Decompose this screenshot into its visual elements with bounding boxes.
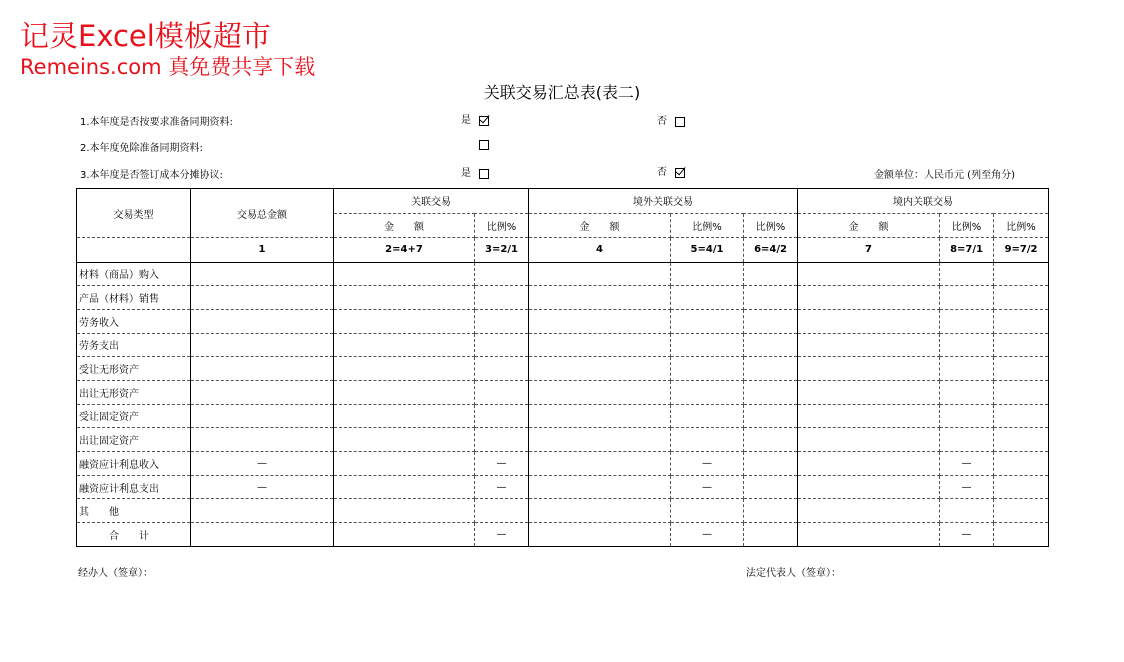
value-cell[interactable] [334,309,475,333]
value-cell[interactable] [334,475,475,499]
value-cell[interactable] [994,262,1049,286]
value-cell[interactable] [994,357,1049,381]
index-cell: 7 [798,238,940,263]
dash-cell: — [671,523,744,547]
row-label: 受让固定资产 [77,404,191,428]
value-cell[interactable] [994,523,1049,547]
value-cell[interactable] [475,428,529,452]
question-1-yes-checkbox[interactable] [479,116,489,126]
table-row [77,333,1049,357]
header-transaction-type: 交易类型 [77,189,191,238]
value-cell[interactable] [671,357,744,381]
header-amount: 金 额 [798,213,940,238]
dash-cell: — [475,452,529,476]
handler-signature: 经办人（签章）： [78,568,153,579]
question-3-yes-label: 是 [461,168,471,179]
question-3-no-label: 否 [657,167,667,178]
value-cell[interactable] [940,286,994,310]
table-row [77,309,1049,333]
header-ratio: 比例% [475,213,529,238]
value-cell[interactable] [475,357,529,381]
table-row [77,499,1049,523]
value-cell[interactable] [940,309,994,333]
table-row [77,380,1049,404]
table-row [77,404,1049,428]
header-amount: 金 额 [529,213,671,238]
question-1-label: 1.本年度是否按要求准备同期资料: [80,117,233,128]
value-cell[interactable] [334,404,475,428]
index-cell: 6=4/2 [744,238,798,263]
value-cell[interactable] [334,523,475,547]
header-ratio: 比例% [940,213,994,238]
header-foreign-related: 境外关联交易 [529,189,798,214]
question-3-no-checkbox[interactable] [675,168,685,178]
index-cell: 8=7/1 [940,238,994,263]
value-cell[interactable] [191,428,334,452]
value-cell[interactable] [529,475,671,499]
question-3-yes-checkbox[interactable] [479,169,489,179]
value-cell[interactable] [671,428,744,452]
value-cell[interactable] [334,357,475,381]
index-cell: 4 [529,238,671,263]
dash-cell: — [475,523,529,547]
value-cell[interactable] [529,309,671,333]
value-cell[interactable] [334,499,475,523]
question-1-no-checkbox[interactable] [675,117,685,127]
table-row [77,286,1049,310]
value-cell[interactable] [744,523,798,547]
value-cell[interactable] [671,499,744,523]
index-cell: 3=2/1 [475,238,529,263]
row-label: 劳务收入 [77,309,191,333]
value-cell[interactable] [529,357,671,381]
value-cell[interactable] [994,380,1049,404]
value-cell[interactable] [994,404,1049,428]
legal-rep-signature: 法定代表人（签章）： [746,568,841,579]
watermark-title: 记灵Excel模板超市 [20,19,271,53]
table-row [77,475,1049,499]
value-cell[interactable] [191,309,334,333]
value-cell[interactable] [994,452,1049,476]
header-total-amount: 交易总金额 [191,189,334,238]
value-cell[interactable] [798,523,940,547]
value-cell[interactable] [475,309,529,333]
value-cell[interactable] [334,333,475,357]
header-amount: 金 额 [334,213,475,238]
row-label: 合 计 [77,523,191,547]
value-cell[interactable] [744,357,798,381]
related-transactions-table [76,188,1049,547]
value-cell[interactable] [475,499,529,523]
value-cell[interactable] [475,262,529,286]
dash-cell: — [940,475,994,499]
header-related: 关联交易 [334,189,529,214]
question-1-yes[interactable] [461,114,489,128]
value-cell[interactable] [744,452,798,476]
value-cell[interactable] [529,333,671,357]
value-cell[interactable] [529,499,671,523]
value-cell[interactable] [744,309,798,333]
question-1-no-label: 否 [657,116,667,127]
value-cell[interactable] [940,380,994,404]
value-cell[interactable] [798,380,940,404]
value-cell[interactable] [798,262,940,286]
value-cell[interactable] [744,380,798,404]
value-cell[interactable] [994,286,1049,310]
value-cell[interactable] [744,404,798,428]
value-cell[interactable] [671,404,744,428]
value-cell[interactable] [798,357,940,381]
value-cell[interactable] [671,286,744,310]
value-cell[interactable] [191,499,334,523]
index-cell: 5=4/1 [671,238,744,263]
value-cell[interactable] [940,262,994,286]
value-cell[interactable] [671,333,744,357]
value-cell[interactable] [671,380,744,404]
question-1-no[interactable] [657,115,685,129]
value-cell[interactable] [334,452,475,476]
value-cell[interactable] [798,452,940,476]
question-2-yes[interactable] [479,140,489,150]
value-cell[interactable] [529,404,671,428]
value-cell[interactable] [798,428,940,452]
question-2-checkbox[interactable] [479,140,489,150]
value-cell[interactable] [191,286,334,310]
header-domestic-related: 境内关联交易 [798,189,1049,214]
value-cell[interactable] [191,380,334,404]
question-3-label: 3.本年度是否签订成本分摊协议: [80,170,223,181]
value-cell[interactable] [798,333,940,357]
row-label: 融资应计利息收入 [77,452,191,476]
table-row [77,357,1049,381]
value-cell[interactable] [744,499,798,523]
dash-cell: — [671,475,744,499]
value-cell[interactable] [994,309,1049,333]
value-cell[interactable] [475,333,529,357]
watermark-subtitle: Remeins.com 真免费共享下载 [20,55,316,79]
value-cell[interactable] [994,333,1049,357]
index-cell-empty [77,238,191,263]
value-cell[interactable] [994,499,1049,523]
value-cell[interactable] [940,357,994,381]
value-cell[interactable] [529,428,671,452]
table-body [77,262,1049,546]
value-cell[interactable] [529,452,671,476]
value-cell[interactable] [529,380,671,404]
dash-cell: — [671,452,744,476]
value-cell[interactable] [191,404,334,428]
table-row [77,452,1049,476]
value-cell[interactable] [475,380,529,404]
value-cell[interactable] [191,357,334,381]
value-cell[interactable] [940,499,994,523]
value-cell[interactable] [671,309,744,333]
value-cell[interactable] [191,523,334,547]
value-cell[interactable] [744,333,798,357]
value-cell[interactable] [529,262,671,286]
value-cell[interactable] [940,404,994,428]
row-label: 受让无形资产 [77,357,191,381]
value-cell[interactable] [334,262,475,286]
row-label: 出让固定资产 [77,428,191,452]
index-cell: 1 [191,238,334,263]
value-cell[interactable] [529,523,671,547]
value-cell[interactable] [334,428,475,452]
value-cell[interactable] [191,262,334,286]
value-cell[interactable] [994,428,1049,452]
value-cell[interactable] [529,286,671,310]
question-3-yes[interactable] [461,167,489,181]
value-cell[interactable] [798,286,940,310]
header-ratio: 比例% [994,213,1049,238]
row-label: 劳务支出 [77,333,191,357]
value-cell[interactable] [671,262,744,286]
value-cell[interactable] [744,475,798,499]
value-cell[interactable] [798,309,940,333]
row-label: 融资应计利息支出 [77,475,191,499]
value-cell[interactable] [191,333,334,357]
page-title: 关联交易汇总表(表二) [483,83,641,102]
header-ratio: 比例% [671,213,744,238]
row-label: 材料（商品）购入 [77,262,191,286]
table-row [77,523,1049,547]
row-label: 出让无形资产 [77,380,191,404]
value-cell[interactable] [994,475,1049,499]
row-label: 产品（材料）销售 [77,286,191,310]
value-cell[interactable] [334,286,475,310]
value-cell[interactable] [475,404,529,428]
amount-unit: 金额单位：人民币元 (列至角分) [874,170,1015,181]
value-cell[interactable] [798,404,940,428]
table-row [77,262,1049,286]
value-cell[interactable] [744,262,798,286]
value-cell[interactable] [744,428,798,452]
header-ratio: 比例% [744,213,798,238]
question-2-label: 2.本年度免除准备同期资料: [80,143,203,154]
table-row [77,428,1049,452]
value-cell[interactable] [744,286,798,310]
question-1-yes-label: 是 [461,115,471,126]
dash-cell: — [191,452,334,476]
value-cell[interactable] [475,286,529,310]
row-label: 其 他 [77,499,191,523]
index-cell: 9=7/2 [994,238,1049,263]
index-cell: 2=4+7 [334,238,475,263]
value-cell[interactable] [798,499,940,523]
dash-cell: — [191,475,334,499]
value-cell[interactable] [334,380,475,404]
dash-cell: — [940,452,994,476]
dash-cell: — [940,523,994,547]
value-cell[interactable] [940,428,994,452]
dash-cell: — [475,475,529,499]
value-cell[interactable] [940,333,994,357]
value-cell[interactable] [798,475,940,499]
question-3-no[interactable] [657,166,685,180]
